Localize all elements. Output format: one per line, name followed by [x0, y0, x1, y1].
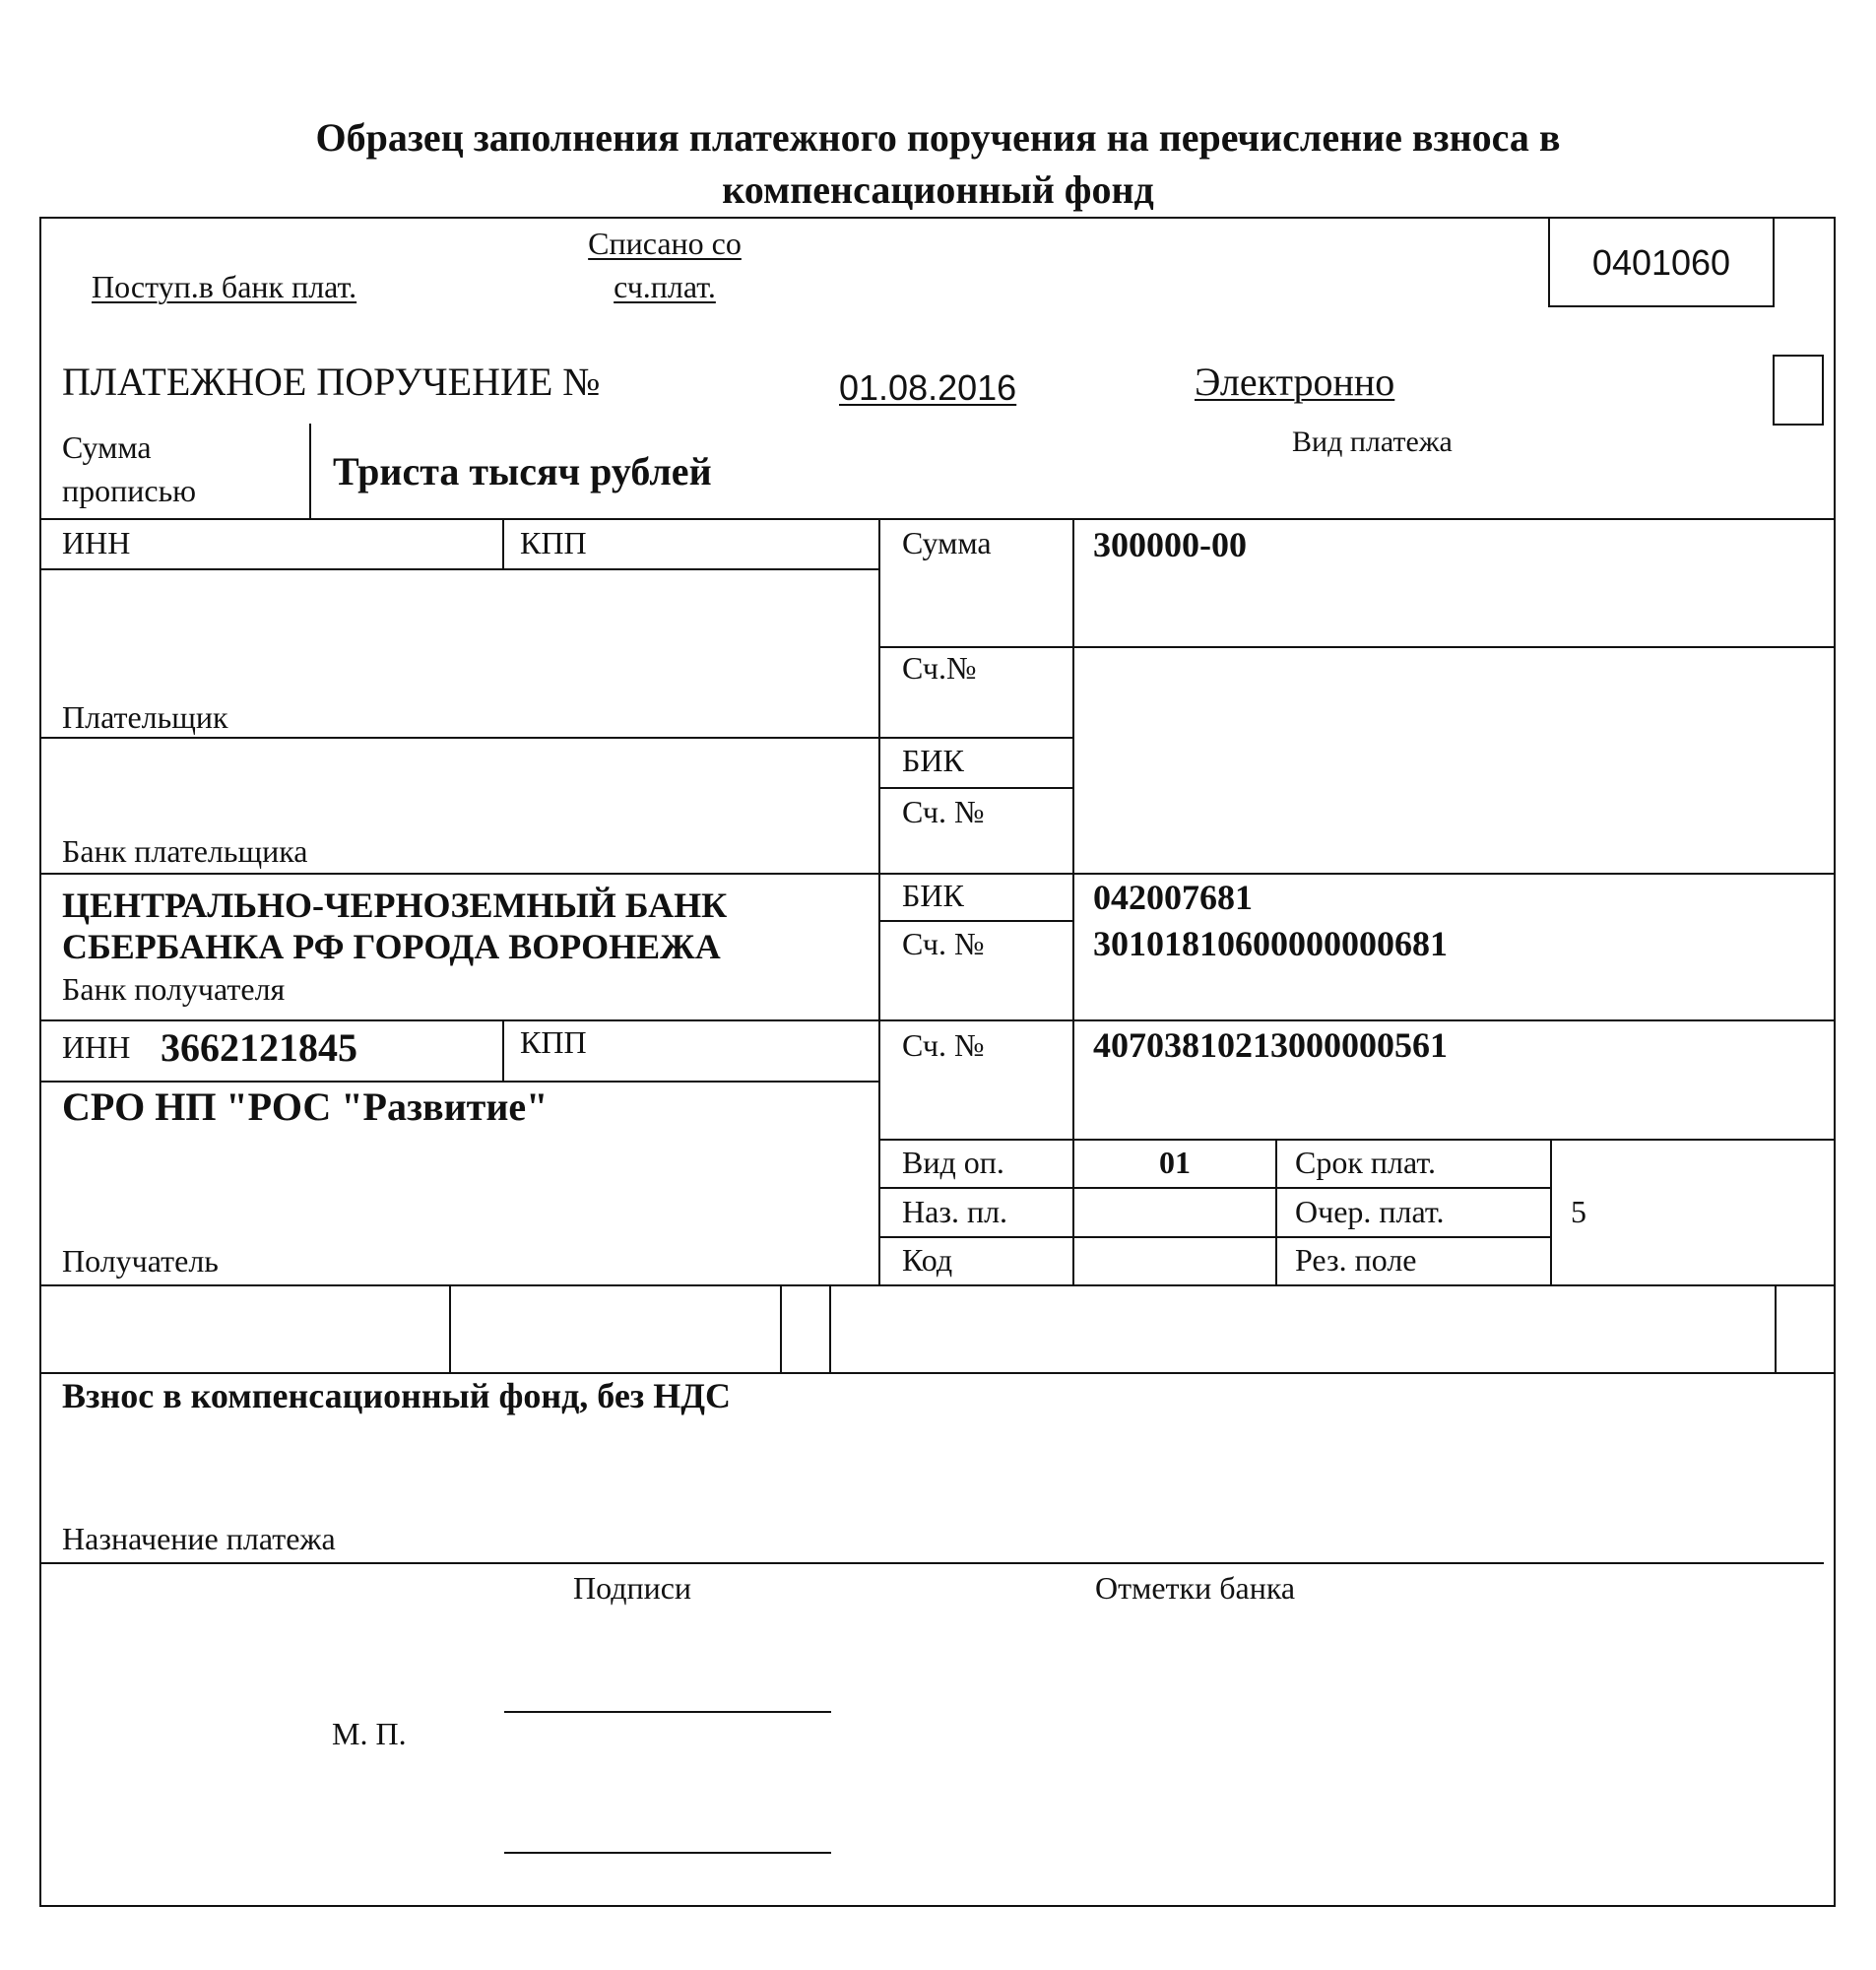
- spisano-label-line1: Списано со: [588, 226, 742, 261]
- order-title: ПЛАТЕЖНОЕ ПОРУЧЕНИЕ №: [62, 360, 601, 404]
- form-code: 0401060: [1591, 242, 1731, 283]
- payer-account-label: Сч.№: [902, 650, 977, 686]
- recipient-kpp-label: КПП: [520, 1024, 587, 1060]
- divider: [39, 1019, 1836, 1021]
- payer-inn-label: ИНН: [62, 525, 131, 560]
- amount-words-label-2: прописью: [62, 473, 197, 508]
- amount-label: Сумма: [902, 525, 992, 560]
- payer-label: Плательщик: [62, 699, 228, 735]
- stamp-label: М. П.: [332, 1716, 407, 1751]
- signature-line-2: [504, 1852, 831, 1854]
- kod-label: Код: [902, 1242, 953, 1278]
- divider: [878, 920, 1072, 922]
- payer-kpp-label: КПП: [520, 525, 587, 560]
- recipient-inn-label: ИНН: [62, 1029, 131, 1065]
- naz-pl-label: Наз. пл.: [902, 1194, 1008, 1229]
- divider: [449, 1284, 451, 1372]
- divider: [878, 1236, 1550, 1238]
- recipient-bik-value: 042007681: [1093, 878, 1253, 917]
- divider: [39, 1081, 878, 1083]
- divider: [780, 1284, 782, 1372]
- payment-type-value: Электронно: [1195, 360, 1395, 404]
- divider: [309, 424, 311, 519]
- recipient-account-label: Сч. №: [902, 1027, 985, 1063]
- ocher-plat-value: 5: [1571, 1194, 1586, 1229]
- payer-corr-account-label: Сч. №: [902, 794, 985, 829]
- divider: [39, 737, 1072, 739]
- recipient-account-value: 40703810213000000561: [1093, 1025, 1448, 1065]
- divider: [39, 1372, 1836, 1374]
- payer-bank-label: Банк плательщика: [62, 833, 308, 869]
- vid-op-label: Вид оп.: [902, 1145, 1004, 1180]
- payment-purpose-label: Назначение платежа: [62, 1521, 336, 1556]
- page-title-line1: Образец заполнения платежного поручения на перечисление взноса в: [315, 115, 1561, 160]
- divider: [1550, 1139, 1552, 1284]
- divider: [502, 1019, 504, 1081]
- divider: [829, 1284, 831, 1372]
- divider: [1275, 1139, 1277, 1284]
- bank-marks-label: Отметки банка: [1095, 1570, 1296, 1606]
- amount-words: Триста тысяч рублей: [333, 449, 712, 493]
- vid-op-value: 01: [1159, 1145, 1191, 1180]
- payment-type-label: Вид платежа: [1292, 426, 1453, 458]
- signature-line-1: [504, 1711, 831, 1713]
- recipient-corr-account-label: Сч. №: [902, 926, 985, 961]
- divider: [39, 568, 878, 570]
- recipient-name: СРО НП "РОС "Развитие": [62, 1084, 549, 1129]
- recipient-corr-account-value: 30101810600000000681: [1093, 924, 1448, 963]
- divider: [39, 1284, 1836, 1286]
- page-title-line2: компенсационный фонд: [722, 167, 1154, 212]
- signatures-label: Подписи: [573, 1570, 692, 1606]
- amount-words-label-1: Сумма: [62, 429, 152, 465]
- divider: [39, 873, 1836, 875]
- divider: [1072, 646, 1836, 648]
- divider: [878, 1187, 1550, 1189]
- divider: [39, 518, 1836, 520]
- divider: [878, 787, 1072, 789]
- ocher-plat-label: Очер. плат.: [1295, 1194, 1445, 1229]
- recipient-inn-value: 3662121845: [161, 1025, 357, 1070]
- divider: [878, 1139, 1836, 1141]
- srok-plat-label: Срок плат.: [1295, 1145, 1436, 1180]
- recipient-bank-name-line2: СБЕРБАНКА РФ ГОРОДА ВОРОНЕЖА: [62, 927, 721, 966]
- divider: [878, 646, 1072, 648]
- divider: [1775, 1284, 1777, 1372]
- divider: [878, 518, 880, 1284]
- amount-value: 300000-00: [1093, 525, 1247, 564]
- recipient-bank-name-line1: ЦЕНТРАЛЬНО-ЧЕРНОЗЕМНЫЙ БАНК: [62, 886, 728, 925]
- recipient-bik-label: БИК: [902, 878, 964, 913]
- spisano-label-line2: сч.плат.: [614, 269, 716, 304]
- divider: [502, 518, 504, 568]
- order-date: 01.08.2016: [839, 367, 1017, 408]
- payer-bik-label: БИК: [902, 743, 964, 778]
- recipient-label: Получатель: [62, 1243, 219, 1279]
- postup-label: Поступ.в банк плат.: [92, 269, 357, 304]
- divider: [39, 1562, 1824, 1564]
- rez-pole-label: Рез. поле: [1295, 1242, 1417, 1278]
- recipient-bank-label: Банк получателя: [62, 971, 286, 1007]
- check-box: [1773, 355, 1824, 426]
- payment-purpose-text: Взнос в компенсационный фонд, без НДС: [62, 1376, 732, 1415]
